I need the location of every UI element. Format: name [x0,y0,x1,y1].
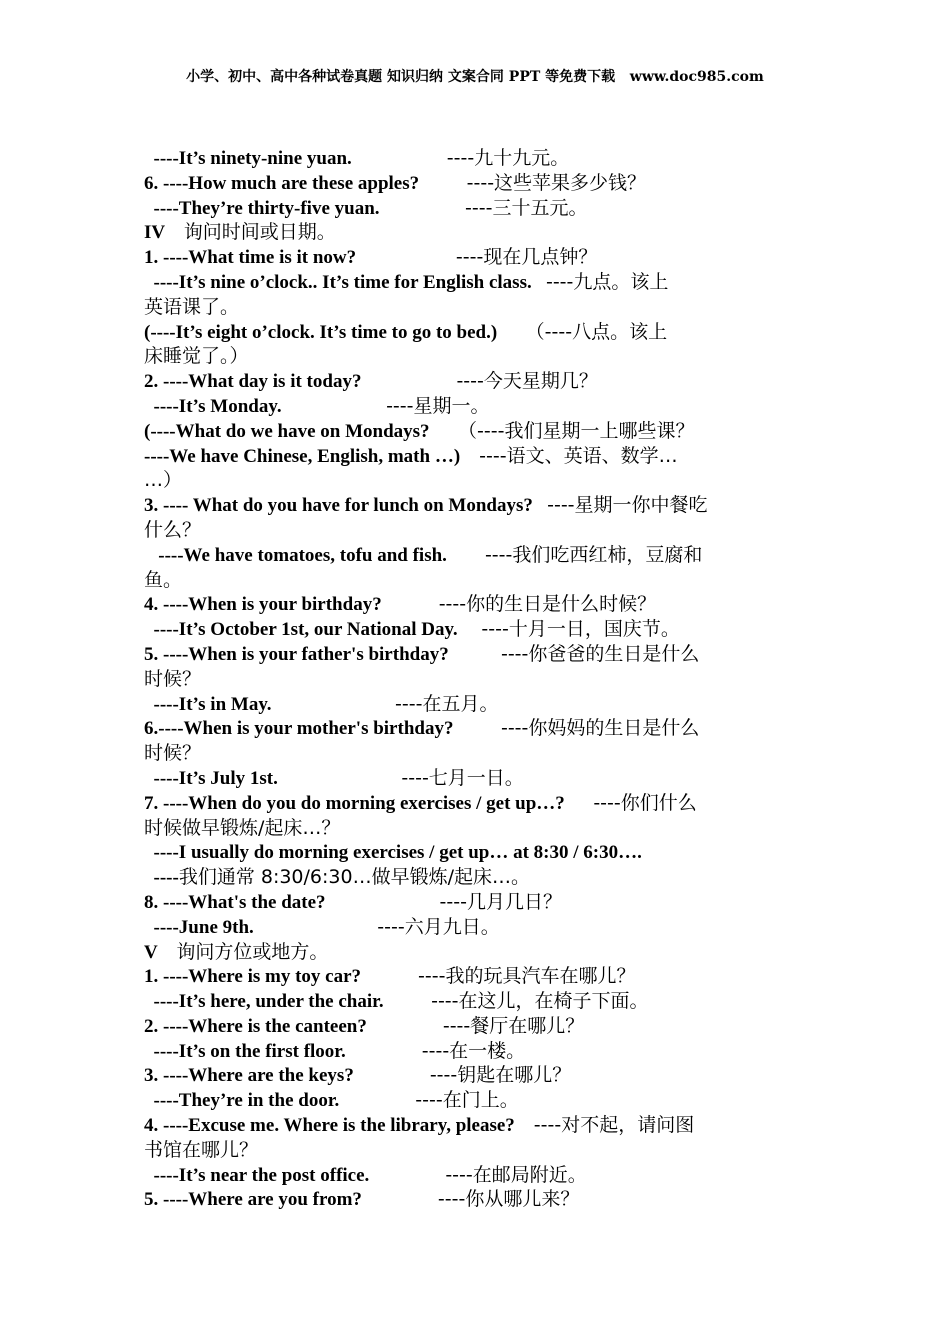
chinese-text: ----在一楼。 [421,1039,526,1062]
english-text: 8. ----What's the date? [144,891,440,913]
text-line [144,741,806,766]
chinese-text: ----现在几点钟？ [455,246,598,269]
text-line [144,270,806,295]
text-line [144,245,806,270]
chinese-text: 时候？ [144,667,202,690]
chinese-text: ----你们什么 [593,791,697,814]
english-text: ----It’s on the first floor. [144,1040,422,1062]
text-line [144,989,806,1014]
chinese-text: ----星期一你中餐吃 [547,494,708,517]
chinese-text: （----八点。该上 [525,320,668,343]
text-line [144,444,806,469]
text-line [144,493,806,518]
english-text: ----We have Chinese, English, math …) [144,445,480,467]
chinese-text: ----星期一。 [386,394,490,417]
text-line [144,667,806,692]
chinese-text: ----你的生日是什么时候？ [438,593,657,616]
chinese-text: ----对不起，请问图 [533,1114,695,1137]
english-text: 3. ----Where are the keys? [144,1065,430,1087]
text-line [144,468,806,493]
text-line [144,592,806,617]
english-text: IV [144,222,184,244]
text-line [144,419,806,444]
chinese-text: ----十月一日，国庆节。 [481,618,680,641]
text-line [144,1113,806,1138]
chinese-text: 书馆在哪儿？ [144,1138,259,1161]
chinese-text: ----你妈妈的生日是什么 [500,717,700,740]
text-line [144,1138,806,1163]
text-line [144,716,806,741]
text-line [144,1088,806,1113]
english-text: 2. ----Where is the canteen? [144,1015,443,1037]
english-text: ----They’re thirty-five yuan. [144,197,466,219]
text-line [144,543,806,568]
text-line [144,1063,806,1088]
chinese-text: ----在门上。 [415,1089,519,1112]
text-line [144,220,806,245]
english-text: V [144,941,177,963]
chinese-text: ----我的玩具汽车在哪儿？ [418,965,636,988]
english-text: 1. ----Where is my toy car? [144,966,419,988]
text-line [144,940,806,965]
english-text: 1. ----What time is it now? [144,247,456,269]
chinese-text: 询问方位或地方。 [176,940,329,963]
english-text: ----It’s Monday. [144,395,387,417]
chinese-text: ----你从哪儿来？ [437,1188,580,1211]
chinese-text: 时候做早锻炼/起床…？ [144,816,341,839]
chinese-text: 英语课了。 [144,295,240,318]
chinese-text: ----餐厅在哪儿？ [442,1014,585,1037]
english-text: 7. ----When do you do morning exercises / get up…? [144,792,594,814]
text-line [144,568,806,593]
chinese-text: ----在五月。 [395,692,499,715]
english-text: 5. ----When is your father's birthday? [144,643,501,665]
text-line [144,1039,806,1064]
english-text: 4. ----Excuse me. Where is the library, please? [144,1115,534,1137]
chinese-text: 什么？ [144,518,202,541]
text-line [144,1014,806,1039]
text-line [144,295,806,320]
english-text: ---- [144,867,179,889]
english-text: 3. ---- What do you have for lunch on Mondays? [144,495,548,517]
chinese-text: ----我们吃西红柿，豆腐和 [484,543,703,566]
chinese-text: ----在这儿，在椅子下面。 [431,990,649,1013]
text-line [144,915,806,940]
chinese-text: ----今天星期几？ [456,370,598,393]
text-line [144,890,806,915]
text-line [144,196,806,221]
english-text: ----I usually do morning exercises / get up… at 8:30 / 6:30…. [144,842,642,864]
chinese-text: 床睡觉了。） [144,345,249,368]
text-line [144,1187,806,1212]
text-line [144,840,806,865]
english-text: ----It’s near the post office. [144,1164,446,1186]
chinese-text: ----在邮局附近。 [445,1163,587,1186]
chinese-text: 我们通常 8:30/6:30…做早锻炼/起床…。 [178,866,530,889]
chinese-text: （----我们星期一上哪些课？ [458,419,695,442]
text-line [144,617,806,642]
text-line [144,791,806,816]
english-text: (----What do we have on Mondays? [144,420,459,442]
english-text: 4. ----When is your birthday? [144,594,439,616]
english-text: ----It’s here, under the chair. [144,991,432,1013]
chinese-text: ----七月一日。 [401,766,524,789]
english-text: 2. ----What day is it today? [144,371,457,393]
chinese-text: ----你爸爸的生日是什么 [500,642,700,665]
document-body [144,146,806,1212]
chinese-text: ----几月几日？ [439,890,562,913]
text-line [144,964,806,989]
chinese-text: 询问时间或日期。 [183,221,336,244]
english-text: 6. ----How much are these apples? [144,172,467,194]
chinese-text: 时候？ [144,742,202,765]
text-line [144,865,806,890]
page-header-banner: 小学、初中、高中各种试卷真题 知识归纳 文案合同 PPT 等免费下载 www.doc985.com [186,69,764,85]
text-line [144,394,806,419]
text-line [144,1163,806,1188]
english-text: 5. ----Where are you from? [144,1189,438,1211]
chinese-text: ----钥匙在哪儿？ [429,1064,572,1087]
english-text: ----It’s in May. [144,693,396,715]
text-line [144,344,806,369]
chinese-text: ----语文、英语、数学… [479,444,678,467]
text-line [144,369,806,394]
chinese-text: …） [144,469,183,492]
text-line [144,692,806,717]
text-line [144,766,806,791]
english-text: ----It’s July 1st. [144,767,402,789]
english-text: ----It’s October 1st, our National Day. [144,619,482,641]
english-text: (----It’s eight o’clock. It’s time to go to bed.) [144,321,526,343]
chinese-text: ----这些苹果多少钱？ [466,171,647,194]
text-line [144,816,806,841]
english-text: 6.----When is your mother's birthday? [144,718,501,740]
chinese-text: ----六月九日。 [377,915,500,938]
english-text: ----It’s ninety-nine yuan. [144,148,447,169]
english-text: ----They’re in the door. [144,1090,416,1112]
english-text: ----June 9th. [144,916,378,938]
chinese-text: 鱼。 [144,568,183,591]
text-line [144,320,806,345]
english-text: ----It’s nine o’clock.. It’s time for English class. [144,271,546,293]
english-text: ----We have tomatoes, tofu and fish. [144,544,485,566]
text-line [144,146,806,171]
chinese-text: ----三十五元。 [465,196,588,219]
text-line [144,642,806,667]
text-line [144,171,806,196]
text-line [144,518,806,543]
chinese-text: ----九十九元。 [446,147,570,169]
chinese-text: ----九点。该上 [545,270,669,293]
